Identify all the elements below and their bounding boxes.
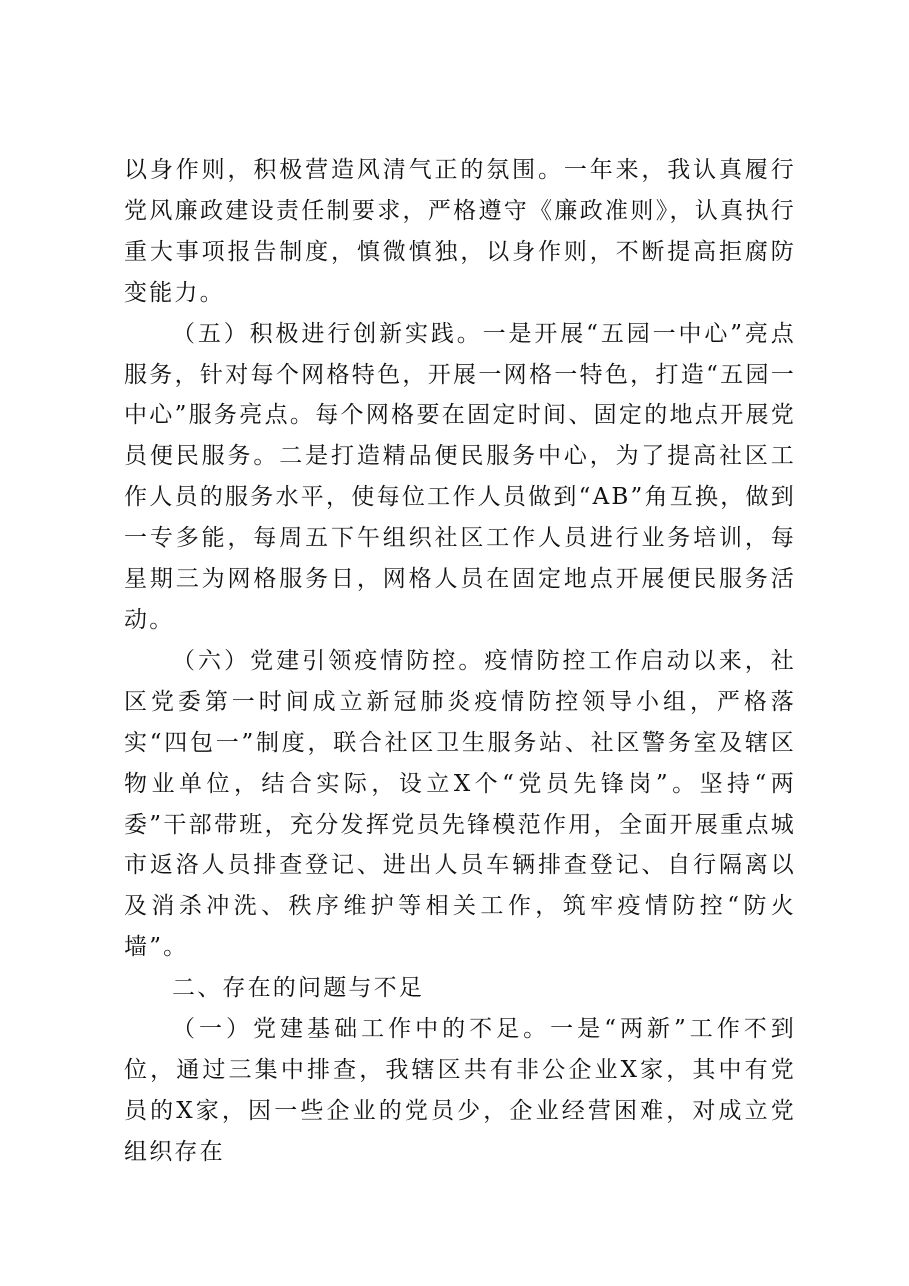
section-heading-problems: 二、存在的问题与不足 xyxy=(172,975,424,1002)
paragraph-innovation-practice: （五）积极进行创新实践。一是开展“五园一中心”亮点服务，针对每个网格特色，开展一网格一特色，打造“五园一中心”服务亮点。每个网格要在固定时间、固定的地点开展党员便民服务。二是打造精品便民服务中心，为了提高社区工作人员的服务水平，使每位工作人员做到“AB”角互换，做到一专多能，每周五下午组织社区工作人员进行业务培训，每星期三为网格服务日，网格人员在固定地点开展便民服务活动。 xyxy=(124,320,796,633)
paragraph-party-building-shortcomings: （一）党建基础工作中的不足。一是“两新”工作不到位，通过三集中排查，我辖区共有非公企业X家，其中有党员的X家，因一些企业的党员少，企业经营困难，对成立党组织存在 xyxy=(124,1016,796,1165)
document-page xyxy=(124,150,796,1173)
paragraph-continuation: 以身作则，积极营造风清气正的氛围。一年来，我认真履行党风廉政建设责任制要求，严格遵守《廉政准则》，认真执行重大事项报告制度，慎微慎独，以身作则，不断提高拒腐防变能力。 xyxy=(124,157,796,306)
paragraph-epidemic-prevention: （六）党建引领疫情防控。疫情防控工作启动以来，社区党委第一时间成立新冠肺炎疫情防控领导小组，严格落实“四包一”制度，联合社区卫生服务站、社区警务室及辖区物业单位，结合实际，设立X个“党员先锋岗”。坚持“两委”干部带班，充分发挥党员先锋模范作用，全面开展重点城市返洛人员排查登记、进出人员车辆排查登记、自行隔离以及消杀冲洗、秩序维护等相关工作，筑牢疫情防控“防火墙”。 xyxy=(124,647,796,961)
